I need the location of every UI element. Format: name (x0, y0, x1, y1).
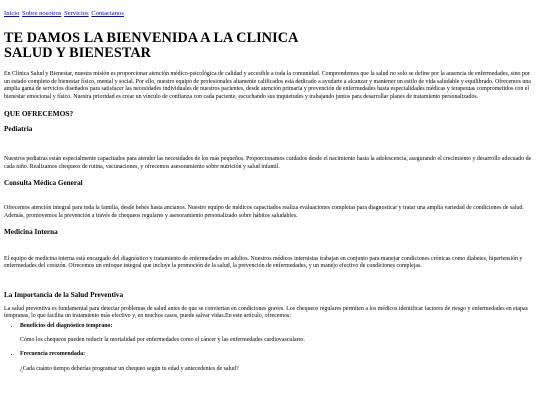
service-title-pediatria: Pediatria (4, 125, 33, 134)
nav-link-contactanos[interactable]: Contactanos (91, 10, 124, 17)
nav-link-sobre-nosotros[interactable]: Sobre nosotros (22, 10, 62, 17)
list-item (20, 323, 536, 330)
top-nav (4, 0, 536, 18)
service-text-pediatria: Nuestros pediatras están especialmente capacitados para atender las necesidades de los más pequeños. Proporcionamos cuidados desde el nacimiento hasta la adolescencia, asegurando el crecimiento y desarrollo adecuado de cada niño. Realizamos chequeos de rutina, vacunaciones, y ofrecemos asesoramiento sobre nutrición y salud infantil. (4, 156, 532, 170)
services-heading: QUE OFRECEMOS? (4, 109, 74, 119)
nav-link-servicios[interactable]: Servicios (64, 10, 89, 17)
page-title-line1: TE DAMOS LA BIENVENIDA A LA CLINICA (4, 30, 299, 46)
bullet-desc-frecuencia: ¿Cada cuánto tiempo deberías programar un chequeo según tu edad y antecedentes de salud? (20, 365, 239, 372)
nav-link-inicio[interactable]: Inicio (4, 10, 20, 17)
bullet-title-frecuencia: Frecuencia recomendada: (20, 351, 86, 358)
article-title: La Importancia de la Salud Preventiva (4, 290, 124, 299)
bullet-title-diagnostico: Beneficios del diagnóstico temprano: (20, 322, 113, 329)
page-title (4, 31, 536, 61)
article-text: La salud preventiva es fundamental para detectar problemas de salud antes de que se conviertan en condiciones graves. Los chequeos regulares permiten a los médicos identificar factores de riesgo y enfermedades en etapas tempranas, lo que facilita un tratamiento más efectivo y, en muchos casos, puede salvar vidas.En este artículo, ofrecemos: (4, 305, 528, 320)
service-title-medicina-interna: Medicina Interna (4, 228, 58, 236)
service-title-consulta: Consulta Médica General (4, 179, 83, 188)
bullet-desc-diagnostico: Cómo los chequeos pueden reducir la mortalidad por enfermedades como el cáncer y las enfermedades cardiovasculares. (20, 337, 305, 344)
intro-paragraph: En Clinica Salud y Bienestar, nuestra misión es proporcionar atención médico-psicológica de calidad y accesible a toda la comunidad. Comprendemos que la salud no solo se define por la ausencia de enfermedades, sino por un estado completo de bienestar físico, mental y social. Por ello, nuestro equipo de profesionales altamente calificados está dedicado a ayudarte a alcanzar y mantener un estilo de vida saludable y equilibrado. Ofrecemos una amplia gama de servicios diseñados para satisfacer las necesidades individuales de nuestros pacientes, desde atención primaria y prevención de enfermedades hasta especialidades médicas y terapeutas comprometidos con el bienestar emocional y físico. Nuestra prioridad es crear un vínculo de confianza con cada paciente, escuchando sus inquietudes y trabajando juntos para desarrollar planes de tratamiento personalizados. (4, 71, 531, 100)
page-title-line2: SALUD Y BIENESTAR (4, 45, 152, 61)
article-bullet-list (4, 323, 536, 330)
list-item (20, 351, 536, 358)
service-text-consulta: Ofrecemos atención integral para toda la familia, desde bebés hasta ancianos. Nuestro equipo de médicos capacitados realiza evaluaciones completas para diagnosticar y tratar una amplia variedad de condiciones de salud. Además, promovemos la prevención a través de chequeos regulares y asesoramiento personalizado sobre hábitos saludables. (4, 205, 524, 219)
article-bullet-list-2 (4, 351, 536, 358)
service-text-medicina-interna: El equipo de medicina interna está encargado del diagnóstico y tratamiento de enfermedades en adultos. Nuestros médicos internistas trabajan en conjunto para manejar condiciones crónicas como diabetes, hipertensión y enfermedades del corazón. Ofrecemos un enfoque integral que incluye la promoción de la salud, la prevención de enfermedades, y un manejo efectivo de condiciones complejas. (4, 256, 523, 270)
